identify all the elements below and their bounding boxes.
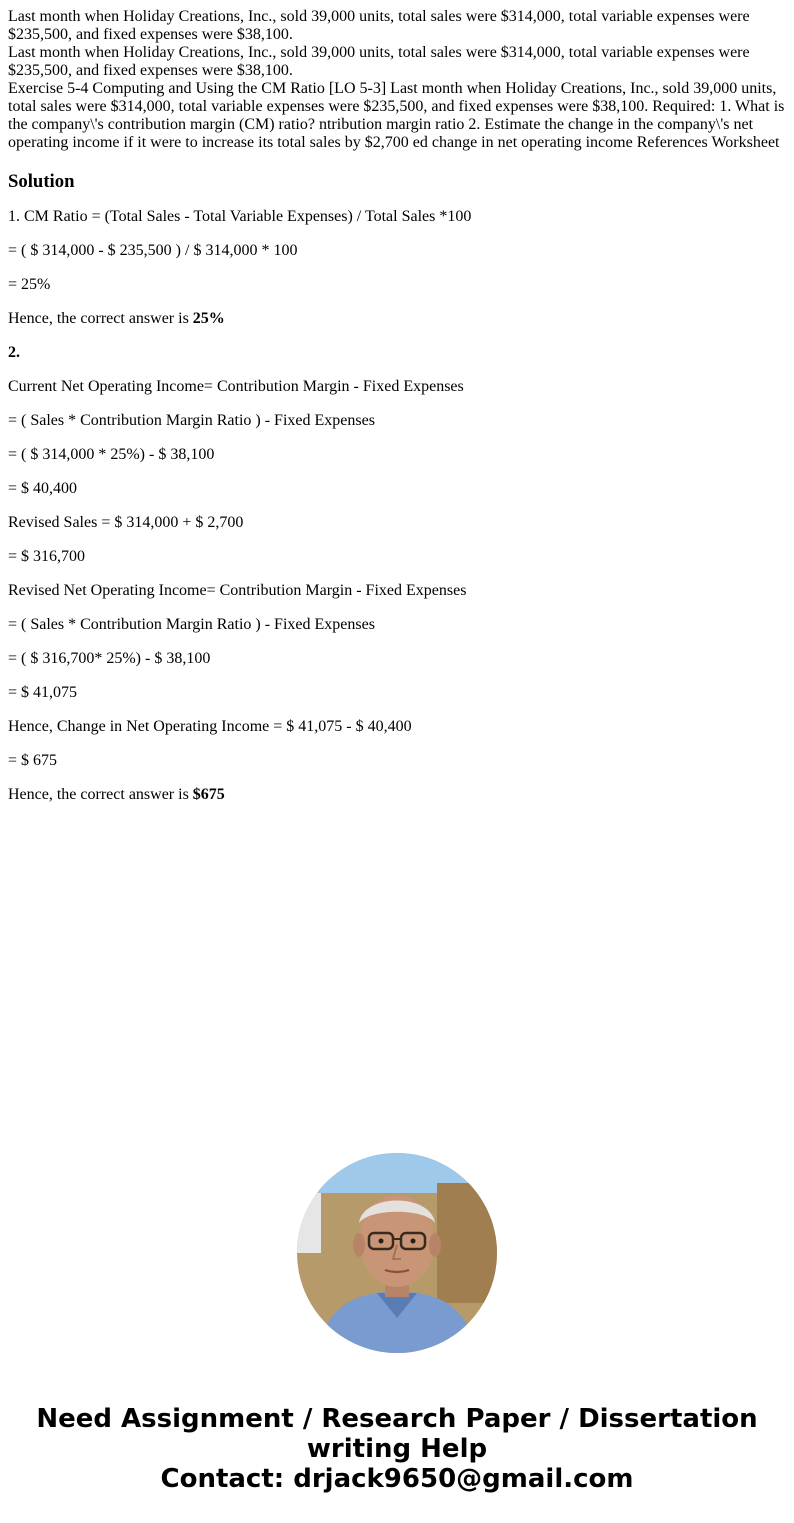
solution-line: = ( Sales * Contribution Margin Ratio ) - Fixed Expenses: [8, 616, 375, 633]
solution-line: = ( Sales * Contribution Margin Ratio ) - Fixed Expenses: [8, 412, 375, 429]
promo-contact: Contact: drjack9650@gmail.com: [160, 1464, 634, 1494]
solution-line: Revised Sales = $ 314,000 + $ 2,700: [8, 514, 244, 531]
promo-line: Need Assignment / Research Paper / Dissertation: [36, 1404, 758, 1434]
solution-line: Hence, Change in Net Operating Income = $ 41,075 - $ 40,400: [8, 718, 412, 735]
solution-line: = ( $ 314,000 * 25%) - $ 38,100: [8, 446, 215, 463]
promo-line: writing Help: [306, 1434, 488, 1464]
answer-prefix: Hence, the correct answer is: [8, 786, 193, 803]
answer-line-1: [8, 310, 788, 328]
question-paragraph: Last month when Holiday Creations, Inc., sold 39,000 units, total sales were $314,000, total variable expenses were $235,500, and fixed expenses were $38,100.: [8, 44, 750, 79]
part-label: [8, 344, 788, 362]
solution-line: Current Net Operating Income= Contribution Margin - Fixed Expenses: [8, 378, 464, 395]
avatar-portrait: [297, 1153, 497, 1353]
solution-line: = $ 675: [8, 752, 58, 769]
part-2-label: 2.: [8, 344, 20, 361]
answer-prefix: Hence, the correct answer is: [8, 310, 193, 327]
solution-line: Revised Net Operating Income= Contribution Margin - Fixed Expenses: [8, 582, 467, 599]
question-paragraph: Exercise 5-4 Computing and Using the CM Ratio [LO 5-3] Last month when Holiday Creations, Inc., sold 39,000 units, total sales were $314,000, total variable expenses were $235,500, and fixed expenses were $38,100. Required: 1. What is the company\'s contribution margin (CM) ratio? ntribution margin ratio 2. Estimate the change in the company\'s net operating income if it were to increase its total sales by $2,700 ed change in net operating income References Worksheet: [8, 80, 785, 151]
solution-section: [8, 170, 788, 820]
solution-line: = $ 316,700: [8, 548, 86, 565]
question-text: [8, 8, 788, 152]
solution-line: = ( $ 316,700* 25%) - $ 38,100: [8, 650, 211, 667]
solution-line: = 25%: [8, 276, 51, 293]
solution-line: = $ 41,075: [8, 684, 78, 701]
answer-line-2: [8, 786, 788, 804]
avatar: [297, 1153, 497, 1353]
solution-line: 1. CM Ratio = (Total Sales - Total Variable Expenses) / Total Sales *100: [8, 208, 472, 225]
solution-heading: Solution: [8, 171, 75, 192]
solution-line: = $ 40,400: [8, 480, 78, 497]
answer-value: 25%: [192, 310, 225, 327]
answer-value: $675: [192, 786, 225, 803]
question-paragraph: Last month when Holiday Creations, Inc., sold 39,000 units, total sales were $314,000, total variable expenses were $235,500, and fixed expenses were $38,100.: [8, 8, 750, 43]
solution-line: = ( $ 314,000 - $ 235,500 ) / $ 314,000 * 100: [8, 242, 298, 259]
promo-banner: [0, 1404, 794, 1494]
